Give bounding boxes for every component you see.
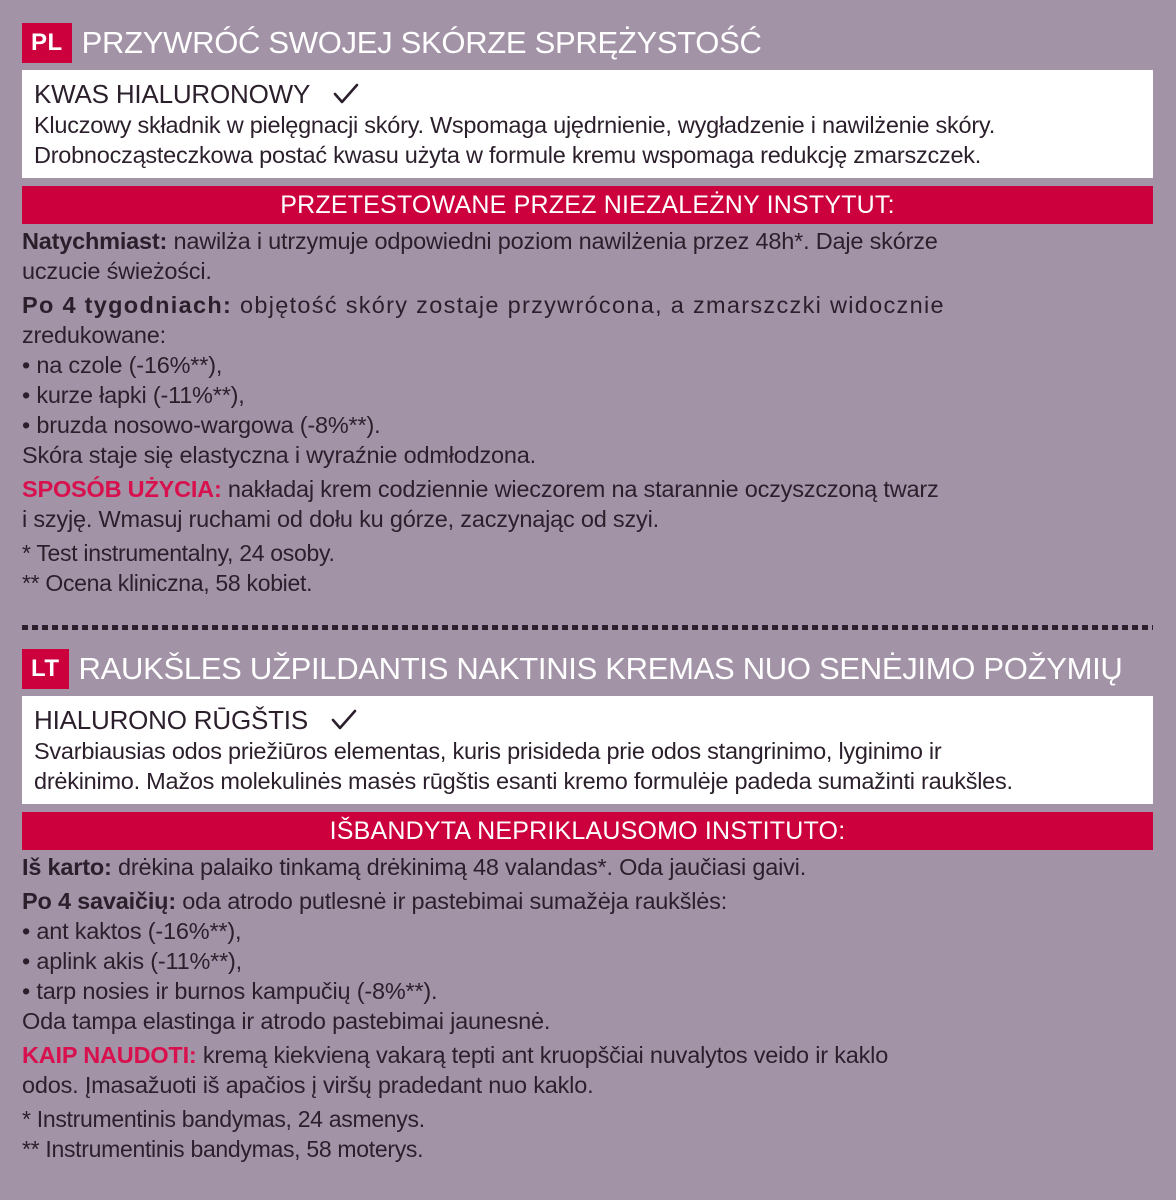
pl-immediate-text-cont: uczucie świeżości. xyxy=(22,258,212,284)
lt-bullet-item: • aplink akis (-11%**), xyxy=(22,946,1153,976)
lt-immediate-paragraph xyxy=(22,852,1153,882)
lt-title-row xyxy=(22,648,1153,690)
pl-bullet-item: • na czole (-16%**), xyxy=(22,350,1153,380)
lt-ingredient-box xyxy=(22,696,1153,804)
pl-ingredient-heading xyxy=(34,78,1141,110)
pl-immediate-text: nawilża i utrzymuje odpowiedni poziom nawilżenia przez 48h*. Daje skórze xyxy=(167,228,938,254)
pl-usage-text-cont: i szyję. Wmasuj ruchami od dołu ku górze, zaczynając od szyi. xyxy=(22,506,659,532)
lt-immediate-text: drėkina palaiko tinkamą drėkinimą 48 valandas*. Oda jaučiasi gaivi. xyxy=(111,854,807,880)
lt-bullet-item: • tarp nosies ir burnos kampučių (-8%**). xyxy=(22,976,1153,1006)
lt-section xyxy=(22,648,1153,1164)
pl-weeks-text: objętość skóry zostaje przywrócona, a zmarszczki widocznie xyxy=(232,292,945,318)
lt-immediate-label: Iš karto: xyxy=(22,854,112,880)
pl-usage-text: nakładaj krem codziennie wieczorem na starannie oczyszczoną twarz xyxy=(221,476,939,502)
checkmark-icon xyxy=(332,82,360,106)
pl-tested-banner: PRZETESTOWANE PRZEZ NIEZALEŻNY INSTYTUT: xyxy=(22,186,1153,224)
lt-footnotes xyxy=(22,1104,1153,1164)
pl-footnote: * Test instrumentalny, 24 osoby. xyxy=(22,540,335,566)
pl-language-badge: PL xyxy=(22,23,72,63)
lt-weeks-text: oda atrodo putlesnė ir pastebimai sumažėja raukšlės: xyxy=(175,888,728,914)
pl-weeks-label: Po 4 tygodniach: xyxy=(22,292,233,318)
lt-usage-paragraph xyxy=(22,1040,1153,1100)
lt-bullet-item: • ant kaktos (-16%**), xyxy=(22,916,1153,946)
pl-bullet-item: • kurze łapki (-11%**), xyxy=(22,380,1153,410)
lt-ingredient-name: HIALURONO RŪGŠTIS xyxy=(34,704,308,735)
pl-section xyxy=(22,22,1153,598)
lt-product-title: RAUKŠLES UŽPILDANTIS NAKTINIS KREMAS NUO SENĖJIMO POŽYMIŲ xyxy=(78,651,1123,686)
pl-usage-paragraph xyxy=(22,474,1153,534)
lt-tested-banner: IŠBANDYTA NEPRIKLAUSOMO INSTITUTO: xyxy=(22,812,1153,850)
lt-weeks-label: Po 4 savaičių: xyxy=(22,888,176,914)
pl-footnotes xyxy=(22,538,1153,598)
pl-immediate-label: Natychmiast: xyxy=(22,228,168,254)
pl-title-row xyxy=(22,22,1153,64)
pl-ingredient-line: Kluczowy składnik w pielęgnacji skóry. Wspomaga ujędrnienie, wygładzenie i nawilżenie skóry. xyxy=(34,112,995,138)
pl-weeks-text-cont: zredukowane: xyxy=(22,322,166,348)
pl-ingredient-box xyxy=(22,70,1153,178)
pl-ingredient-name: KWAS HIALURONOWY xyxy=(34,78,311,109)
lt-ingredient-line: Svarbiausias odos priežiūros elementas, kuris prisideda prie odos stangrinimo, lyginimo ir xyxy=(34,738,942,764)
lt-usage-label: KAIP NAUDOTI: xyxy=(22,1042,197,1068)
lt-usage-text-cont: odos. Įmasažuoti iš apačios į viršų pradedant nuo kaklo. xyxy=(22,1072,594,1098)
checkmark-icon xyxy=(330,708,358,732)
dotted-divider xyxy=(22,625,1153,630)
lt-ingredient-heading xyxy=(34,704,1141,736)
pl-immediate-paragraph xyxy=(22,226,1153,286)
lt-language-badge: LT xyxy=(22,649,69,689)
pl-product-title: PRZYWRÓĆ SWOJEJ SKÓRZE SPRĘŻYSTOŚĆ xyxy=(81,25,762,60)
pl-ingredient-line: Drobnocząsteczkowa postać kwasu użyta w formule kremu wspomaga redukcję zmarszczek. xyxy=(34,142,982,168)
pl-footnote: ** Ocena kliniczna, 58 kobiet. xyxy=(22,570,313,596)
lt-weeks-paragraph xyxy=(22,886,1153,1036)
pl-weeks-paragraph xyxy=(22,290,1153,470)
pl-result-text: Skóra staje się elastyczna i wyraźnie odmłodzona. xyxy=(22,442,536,468)
lt-footnote: ** Instrumentinis bandymas, 58 moterys. xyxy=(22,1136,424,1162)
pl-usage-label: SPOSÓB UŻYCIA: xyxy=(22,476,222,502)
lt-usage-text: kremą kiekvieną vakarą tepti ant kruopščiai nuvalytos veido ir kaklo xyxy=(196,1042,889,1068)
lt-result-text: Oda tampa elastinga ir atrodo pastebimai jaunesnė. xyxy=(22,1008,551,1034)
lt-ingredient-line: drėkinimo. Mažos molekulinės masės rūgštis esanti kremo formulėje padeda sumažinti raukšles. xyxy=(34,768,1013,794)
lt-footnote: * Instrumentinis bandymas, 24 asmenys. xyxy=(22,1106,425,1132)
pl-bullet-item: • bruzda nosowo-wargowa (-8%**). xyxy=(22,410,1153,440)
